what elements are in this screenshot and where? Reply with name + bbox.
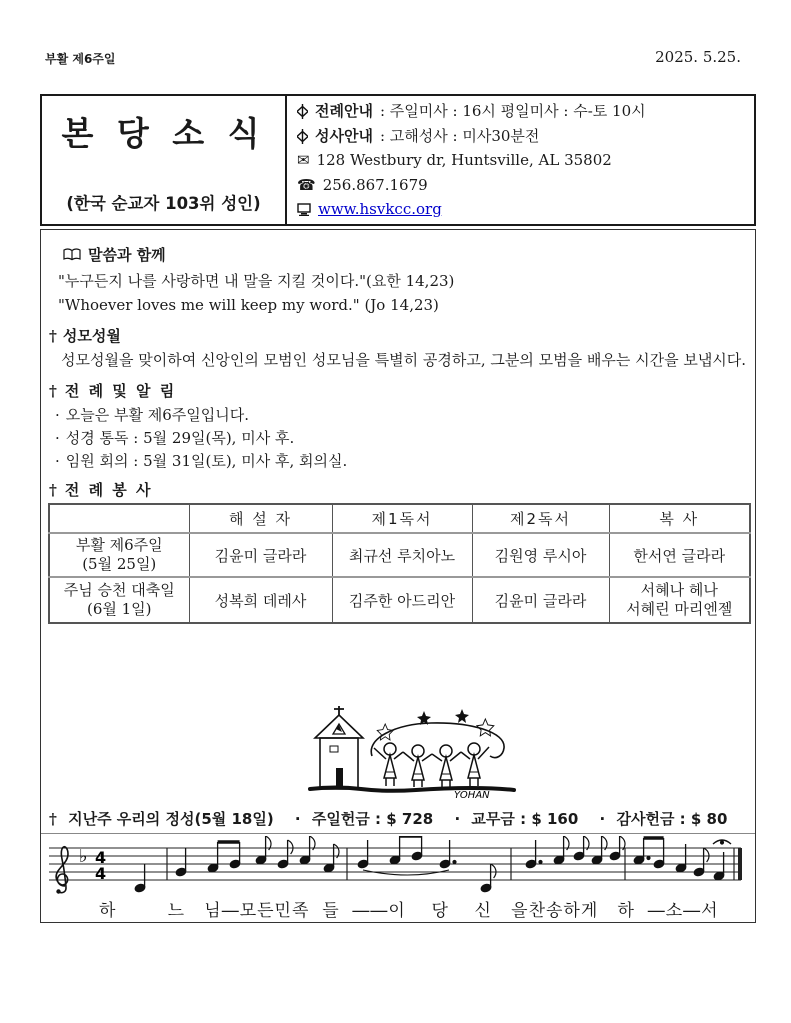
notices-section-heading bbox=[49, 380, 176, 401]
notices-heading-text: 전 례 및 알 림 bbox=[64, 382, 177, 400]
church-children-drawing bbox=[306, 696, 518, 800]
mass-schedule-text: : 주일미사 : 16시 평일미사 : 수-토 10시 bbox=[379, 102, 646, 120]
offering-heading: 지난주 우리의 정성(5월 18일) bbox=[68, 810, 274, 828]
cross-icon: † bbox=[49, 382, 59, 400]
scripture-quote-english: "Whoever loves me will keep my word." (Jo 14,23) bbox=[58, 296, 439, 314]
table-row bbox=[49, 533, 750, 577]
word-section-heading bbox=[63, 244, 166, 265]
notice-item bbox=[55, 427, 294, 448]
staff-notation bbox=[41, 836, 755, 896]
table-header-row bbox=[49, 504, 750, 533]
cell-server: 한서연 글라라 bbox=[609, 533, 750, 577]
cell-first-reading: 김주한 아드리안 bbox=[332, 577, 472, 623]
drawing-signature: YOHAN bbox=[454, 790, 490, 800]
content-box bbox=[40, 229, 756, 923]
treble-clef-icon bbox=[56, 847, 68, 894]
offering-line bbox=[49, 808, 727, 829]
cell-server: 서혜나 헤나 서혜린 마리엔젤 bbox=[609, 577, 750, 623]
mary-section-body: 성모성월을 맞이하여 신앙인의 모범인 성모님을 특별히 공경하고, 그분의 모범을 배우는 시간을 보냅시다. bbox=[61, 351, 747, 369]
col-header-commentator: 해 설 자 bbox=[189, 504, 332, 533]
mass-schedule-line bbox=[297, 101, 746, 122]
flat-sign: ♭ bbox=[79, 846, 88, 867]
diamond-bullet-icon bbox=[297, 129, 308, 144]
col-header-date bbox=[49, 504, 189, 533]
service-section-heading bbox=[49, 479, 153, 500]
service-table bbox=[48, 503, 751, 624]
hymn-score bbox=[41, 833, 755, 924]
table-row bbox=[49, 577, 750, 623]
col-header-second-reading: 제2독서 bbox=[472, 504, 609, 533]
cell-second-reading: 김윤미 글라라 bbox=[472, 577, 609, 623]
confession-label: 성사안내 bbox=[315, 126, 373, 145]
dot-bullet: · bbox=[55, 429, 60, 447]
confession-text: : 고해성사 : 미사30분전 bbox=[379, 126, 540, 145]
cell-commentator: 성복희 데레사 bbox=[189, 577, 332, 623]
cell-date: 부활 제6주일 (5월 25일) bbox=[49, 533, 189, 577]
notice-text: 임원 회의 : 5월 31일(토), 미사 후, 회의실. bbox=[65, 452, 348, 470]
cross-icon: † bbox=[49, 327, 57, 345]
mass-schedule-label: 전례안내 bbox=[315, 102, 373, 120]
dot-bullet: · bbox=[454, 810, 461, 828]
open-book-icon bbox=[63, 248, 81, 261]
notice-text: 오늘은 부활 제6주일입니다. bbox=[65, 406, 250, 424]
notice-text: 성경 통독 : 5월 29일(목), 미사 후. bbox=[65, 429, 295, 447]
dot-bullet: · bbox=[294, 810, 301, 828]
cell-commentator: 김윤미 글라라 bbox=[189, 533, 332, 577]
time-signature-bottom: 4 bbox=[95, 864, 107, 883]
masthead bbox=[40, 94, 756, 226]
notice-item bbox=[55, 450, 347, 471]
col-header-first-reading: 제1독서 bbox=[332, 504, 472, 533]
word-heading-text: 말씀과 함께 bbox=[88, 246, 166, 264]
phone-line bbox=[297, 175, 746, 196]
date-label: 2025. 5.25. bbox=[655, 48, 741, 66]
mary-section-heading bbox=[49, 325, 121, 346]
liturgical-week-label: 부활 제6주일 bbox=[45, 52, 116, 66]
hymn-lyrics: 하 느 님―모든민족 들 ――이 당 신 을찬송하게 하 ―소―서 bbox=[99, 901, 719, 921]
dot-bullet: · bbox=[55, 452, 60, 470]
offering-sunday: 주일헌금 : $ 728 bbox=[311, 810, 434, 828]
mary-heading-text: 성모성월 bbox=[62, 327, 121, 345]
cross-icon: † bbox=[49, 481, 59, 499]
website-link[interactable]: www.hsvkcc.org bbox=[318, 200, 442, 218]
parish-name: (한국 순교자 103위 성인) bbox=[66, 194, 261, 213]
masthead-info-cell bbox=[287, 96, 754, 224]
cross-icon: † bbox=[49, 810, 57, 828]
cell-first-reading: 최규선 루치아노 bbox=[332, 533, 472, 577]
service-heading-text: 전 례 봉 사 bbox=[64, 481, 153, 499]
scripture-quote-korean: "누구든지 나를 사랑하면 내 말을 지킬 것이다."(요한 14,23) bbox=[58, 272, 455, 290]
address-line bbox=[297, 150, 746, 171]
diamond-bullet-icon bbox=[297, 104, 308, 119]
notice-item bbox=[55, 404, 249, 425]
col-header-server: 복 사 bbox=[609, 504, 750, 533]
masthead-title-cell bbox=[42, 96, 287, 224]
cell-second-reading: 김원영 루시아 bbox=[472, 533, 609, 577]
website-line bbox=[297, 199, 746, 220]
confession-line bbox=[297, 126, 746, 147]
mail-icon: ✉ bbox=[297, 151, 310, 169]
bulletin-title: 본 당 소 식 bbox=[61, 114, 266, 153]
time-signature-top: 4 bbox=[95, 848, 107, 867]
address-text: 128 Westbury dr, Huntsville, AL 35802 bbox=[316, 151, 612, 169]
phone-text: 256.867.1679 bbox=[322, 175, 428, 194]
dot-bullet: · bbox=[55, 406, 60, 424]
cell-date: 주님 승천 대축일 (6월 1일) bbox=[49, 577, 189, 623]
computer-icon bbox=[297, 203, 311, 216]
offering-thanks: 감사헌금 : $ 80 bbox=[616, 810, 728, 828]
dot-bullet: · bbox=[599, 810, 606, 828]
phone-icon: ☎ bbox=[297, 175, 316, 194]
offering-dues: 교무금 : $ 160 bbox=[471, 810, 579, 828]
